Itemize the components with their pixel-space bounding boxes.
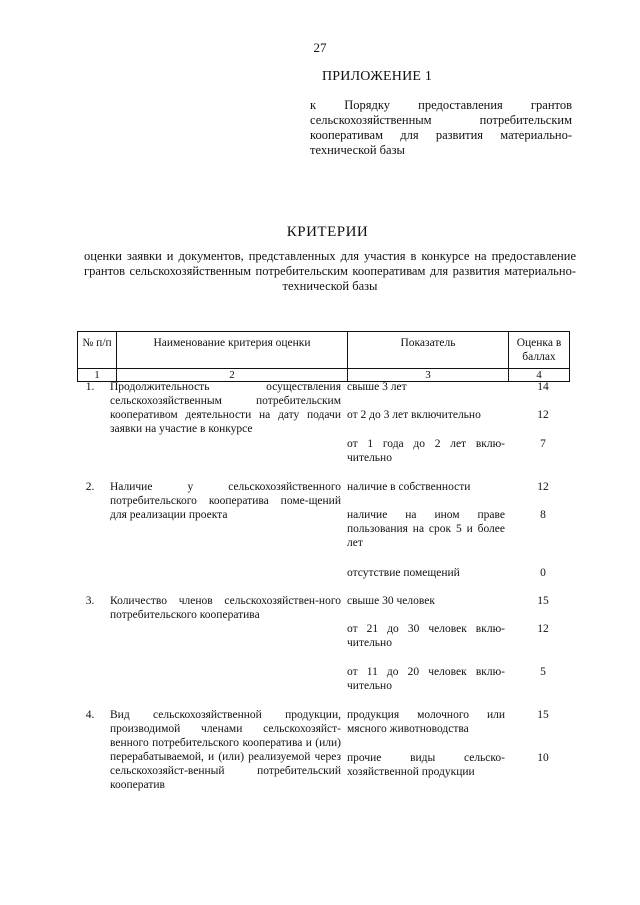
criterion-name: Количество членов сельскохозяйствен-ного потребительского кооператива xyxy=(110,595,341,621)
criteria-title: КРИТЕРИИ xyxy=(286,224,369,240)
score: 5 xyxy=(540,666,546,678)
appendix-title: ПРИЛОЖЕНИЕ 1 xyxy=(322,69,433,84)
criterion-name: Вид сельскохозяйственной продукции, производимой членами сельскохозяйст-венного потребительского кооператива и (или) перерабатываемой, и (или) реализуемой через сельскохозяйст-венный потребительский кооператив xyxy=(110,709,341,791)
criteria-subtitle: оценки заявки и документов, представленных для участия в конкурсе на предоставление грантов сельскохозяйственным потребительским кооперативам для развития материально-технической базы xyxy=(84,249,576,293)
page-number: 27 xyxy=(313,40,327,55)
score: 12 xyxy=(537,409,549,421)
row-number: 2. xyxy=(85,481,95,493)
indicator: от 11 до 20 человек вклю-чительно xyxy=(347,666,505,692)
header-indicator: Показатель xyxy=(348,332,509,369)
score: 12 xyxy=(537,623,549,635)
column-number: 3 xyxy=(348,369,509,382)
header-name: Наименование критерия оценки xyxy=(117,332,348,369)
row-number: 4. xyxy=(85,709,95,721)
score: 8 xyxy=(540,509,546,521)
criterion-name: Наличие у сельскохозяйственного потребительского кооператива поме-щений для реализации проекта xyxy=(110,481,341,521)
header-score: Оценка в баллах xyxy=(509,332,570,369)
column-number: 4 xyxy=(509,369,570,382)
indicator: наличие в собственности xyxy=(347,481,471,493)
indicator: от 21 до 30 человек вклю-чительно xyxy=(347,623,505,649)
indicator: свыше 3 лет xyxy=(347,381,407,393)
score: 7 xyxy=(540,438,546,450)
row-number: 3. xyxy=(85,595,95,607)
score: 15 xyxy=(537,595,549,607)
score: 12 xyxy=(537,481,549,493)
indicator: отсутствие помещений xyxy=(347,567,460,579)
criteria-table-header xyxy=(77,331,570,382)
indicator: продукция молочного или мясного животноводства xyxy=(347,709,505,735)
score: 10 xyxy=(537,752,549,764)
indicator: от 1 года до 2 лет вклю-чительно xyxy=(347,438,505,464)
header-num: № п/п xyxy=(78,332,117,369)
indicator: прочие виды сельско-хозяйственной продукции xyxy=(347,752,505,778)
score: 15 xyxy=(537,709,549,721)
indicator: свыше 30 человек xyxy=(347,595,435,607)
row-number: 1. xyxy=(85,381,95,393)
criterion-name: Продолжительность осуществления сельскохозяйственным потребительским кооперативом деятельности на дату подачи заявки на участие в конкурсе xyxy=(110,381,341,435)
indicator: от 2 до 3 лет включительно xyxy=(347,409,481,421)
column-number: 1 xyxy=(78,369,117,382)
score: 14 xyxy=(537,381,549,393)
appendix-text: к Порядку предоставления грантов сельскохозяйственным потребительским кооперативам для развития материально-технической базы xyxy=(310,98,572,157)
score: 0 xyxy=(540,567,546,579)
column-number: 2 xyxy=(117,369,348,382)
indicator: наличие на ином праве пользования на срок 5 и более лет xyxy=(347,509,505,549)
